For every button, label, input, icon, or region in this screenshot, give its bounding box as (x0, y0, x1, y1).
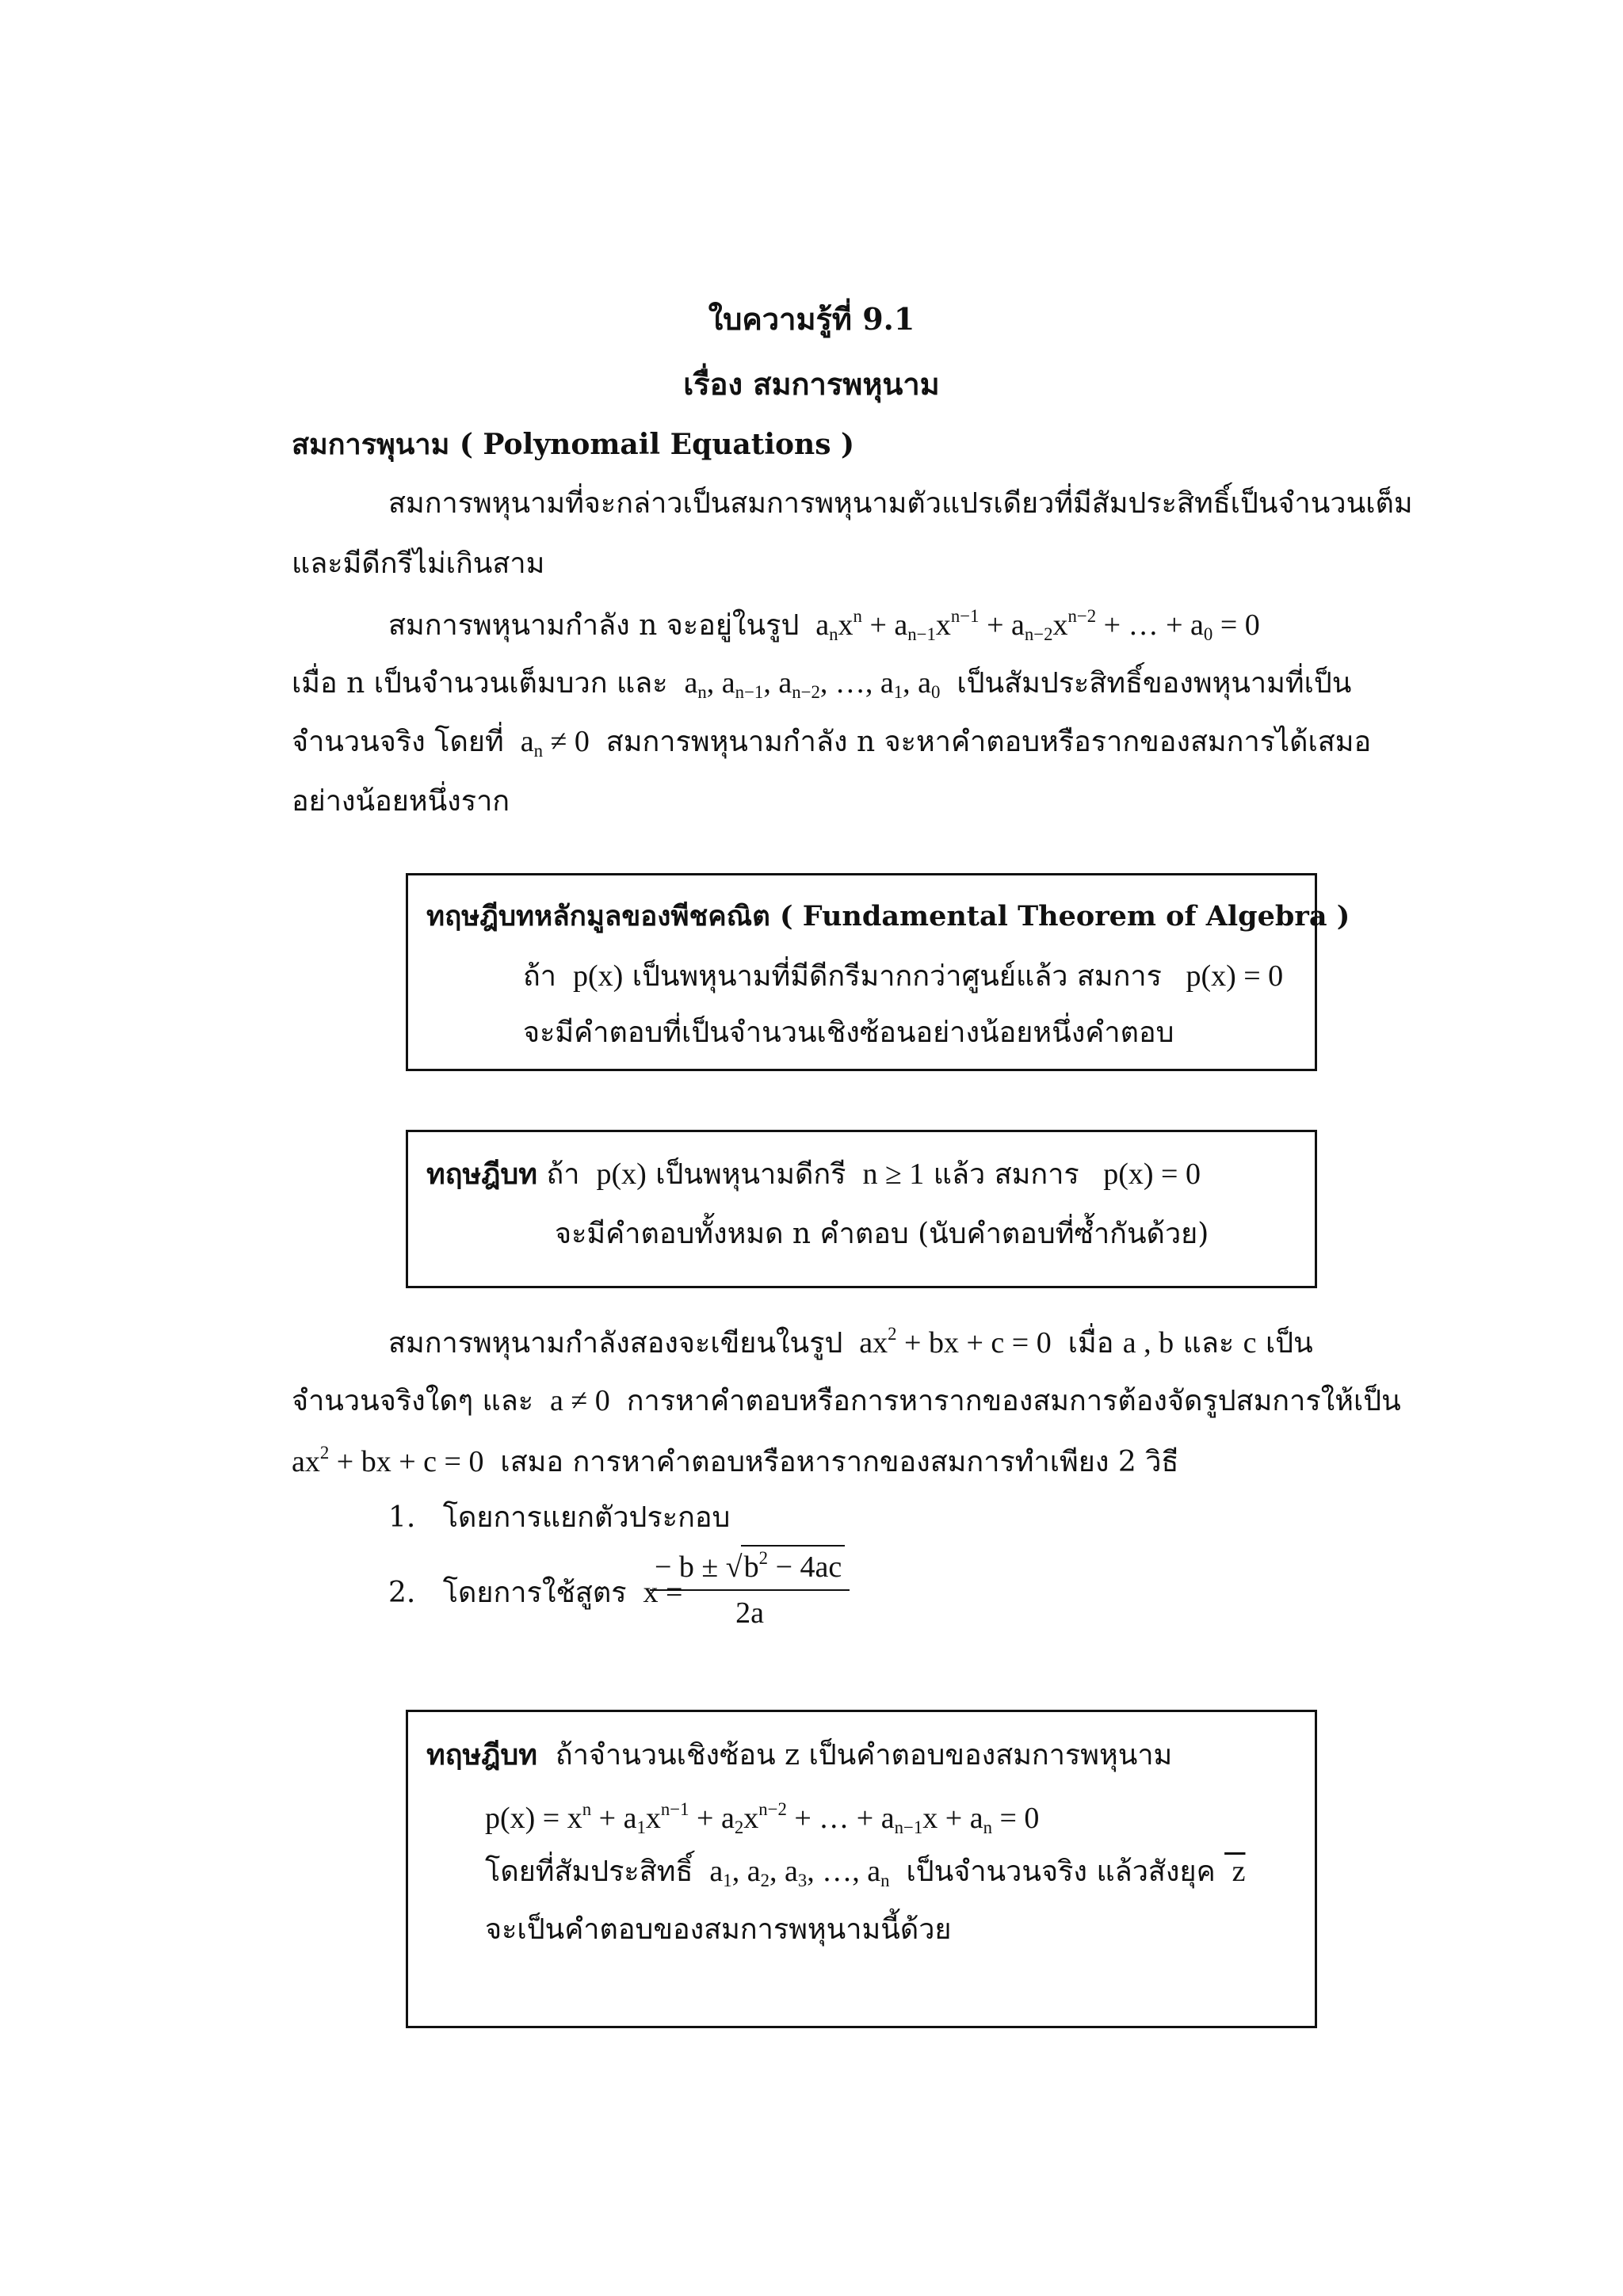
n-roots-theorem-box (406, 1130, 1317, 1288)
formula-denominator: 2a (735, 1596, 765, 1630)
if-word: ถ้า (523, 960, 557, 993)
equation-px-zero: p(x) = 0 (1170, 959, 1284, 993)
a-nonzero: a ≠ 0 (542, 1384, 618, 1417)
theorem-label: ทฤษฎีบท (426, 1738, 538, 1772)
para2-line2-pre: เมื่อ n เป็นจำนวนเต็มบวก และ (292, 667, 668, 700)
quadratic-form: $ax^2$ + bx + c = 0 (851, 1324, 1060, 1360)
topic-title: เรื่อง สมการพหุนาม (683, 366, 940, 402)
quadratic-form: $ax^2$ + bx + c = 0 (292, 1443, 491, 1478)
para2-line3-post: สมการพหุนามกำลัง n จะหาคำตอบหรือรากของสมการได้เสมอ (605, 726, 1372, 758)
degree-condition: n ≥ 1 (854, 1158, 925, 1191)
quadratic-line2-post: การหาคำตอบหรือการหารากของสมการต้องจัดรูปสมการให้เป็น (626, 1385, 1401, 1417)
coefficients-list: $a_n$, $a_{n-1}$, $a_{n-2}$, …, $a_1$, $a_0$ (677, 666, 941, 702)
when-word: เมื่อ (1067, 1326, 1114, 1360)
n-roots-theorem-line1 (426, 1157, 1201, 1193)
n-roots-theorem-line2: จะมีคำตอบทั้งหมด n คำตอบ (นับคำตอบที่ซ้ำกันด้วย) (555, 1218, 1209, 1250)
conjugate-theorem-line3 (485, 1854, 1245, 1891)
z-conjugate: z (1224, 1855, 1246, 1888)
quadratic-formula (650, 1545, 850, 1630)
fundamental-theorem-title: ทฤษฎีบทหลักมูลของพีชคณิต ( Fundamental Theorem of Algebra ) (426, 900, 1350, 933)
n-roots-degree-text: เป็นพหุนามดีกรี (655, 1158, 846, 1191)
and-word: และ (1182, 1326, 1235, 1360)
quadratic-line3-post: เสมอ การหาคำตอบหรือหารากของสมการทำเพียง 2 วิธี (500, 1445, 1179, 1478)
if-word: ถ้า (546, 1158, 580, 1191)
section-heading: สมการพุนาม ( Polynomail Equations ) (292, 428, 855, 461)
method-item-1 (388, 1501, 730, 1535)
para2-line1 (388, 605, 1260, 645)
conjugate-theorem-line1 (426, 1738, 1172, 1772)
method-item-2 (388, 1575, 682, 1611)
method-number: 1. (388, 1501, 416, 1534)
quadratic-line3 (292, 1442, 1178, 1481)
quadratic-line1 (388, 1323, 1313, 1362)
para2-line3-pre: จำนวนจริง โดยที่ (292, 726, 504, 758)
c-var: c (1243, 1325, 1257, 1360)
a-b-vars: a , b (1122, 1325, 1174, 1360)
quadratic-line2-pre: จำนวนจริงใดๆ และ (292, 1385, 534, 1417)
para2-line3 (292, 724, 1371, 761)
theorem-label: ทฤษฎีบท (426, 1158, 538, 1191)
n-roots-then-text: แล้ว สมการ (933, 1158, 1079, 1191)
para2-line2 (292, 666, 1351, 703)
fundamental-theorem-line1 (523, 959, 1283, 995)
method-number: 2. (388, 1577, 416, 1609)
sheet-title: ใบความรู้ที่ 9.1 (708, 301, 915, 337)
p-of-x: p(x) (588, 1158, 647, 1191)
x-equals: x = (636, 1576, 683, 1609)
quadratic-line1-pre: สมการพหุนามกำลังสองจะเขียนในรูป (388, 1326, 843, 1360)
monic-coefficients: $a_1$, $a_2$, $a_3$, …, $a_n$ (701, 1855, 890, 1890)
monic-polynomial-equation: $p(x) = x^n + a_1x^{n-1} + a_2x^{n-2}$ + … + $a_{n-1}x + a_n = 0$ (485, 1799, 1040, 1837)
fundamental-theorem-line2: จะมีคำตอบที่เป็นจำนวนเชิงซ้อนอย่างน้อยหนึ่งคำตอบ (523, 1016, 1174, 1049)
conjugate-theorem-line1-text: ถ้าจำนวนเชิงซ้อน z เป็นคำตอบของสมการพหุนาม (555, 1739, 1173, 1772)
fundamental-theorem-line1-mid: เป็นพหุนามที่มีดีกรีมากกว่าศูนย์แล้ว สมการ (632, 960, 1162, 993)
para1-line1: สมการพหุนามที่จะกล่าวเป็นสมการพหุนามตัวแปรเดียวที่มีสัมประสิทธิ์เป็นจำนวนเต็ม (388, 487, 1413, 520)
para2-line1-text: สมการพหุนามกำลัง n จะอยู่ในรูป (388, 608, 800, 642)
method-text: โดยการใช้สูตร (442, 1577, 627, 1609)
formula-numerator: − $b \pm √b^2 - 4ac$ (650, 1545, 850, 1591)
conjugate-theorem-line3-post: เป็นจำนวนจริง แล้วสังยุค (906, 1855, 1216, 1888)
leading-nonzero: $a_n \ne 0$ (513, 725, 598, 761)
p-of-x: p(x) (565, 959, 624, 993)
conjugate-theorem-line4: จะเป็นคำตอบของสมการพหุนามนี้ด้วย (485, 1913, 952, 1946)
equation-px-zero: p(x) = 0 (1088, 1158, 1201, 1191)
quadratic-line1-post: เป็น (1266, 1326, 1313, 1360)
quadratic-line2 (292, 1383, 1401, 1420)
para1-line2: และมีดีกรีไม่เกินสาม (292, 547, 545, 580)
polynomial-general-form: $a_nx^n + a_{n-1}x^{n-1} + a_{n-2}x^{n-2}$ + … + $a_0 = 0$ (808, 606, 1260, 644)
conjugate-theorem-line3-pre: โดยที่สัมประสิทธิ์ (485, 1855, 693, 1888)
para2-line2-post: เป็นสัมประสิทธิ์ของพหุนามที่เป็น (957, 667, 1352, 700)
para2-line4: อย่างน้อยหนึ่งราก (292, 785, 510, 818)
method-text: โดยการแยกตัวประกอบ (442, 1501, 731, 1534)
